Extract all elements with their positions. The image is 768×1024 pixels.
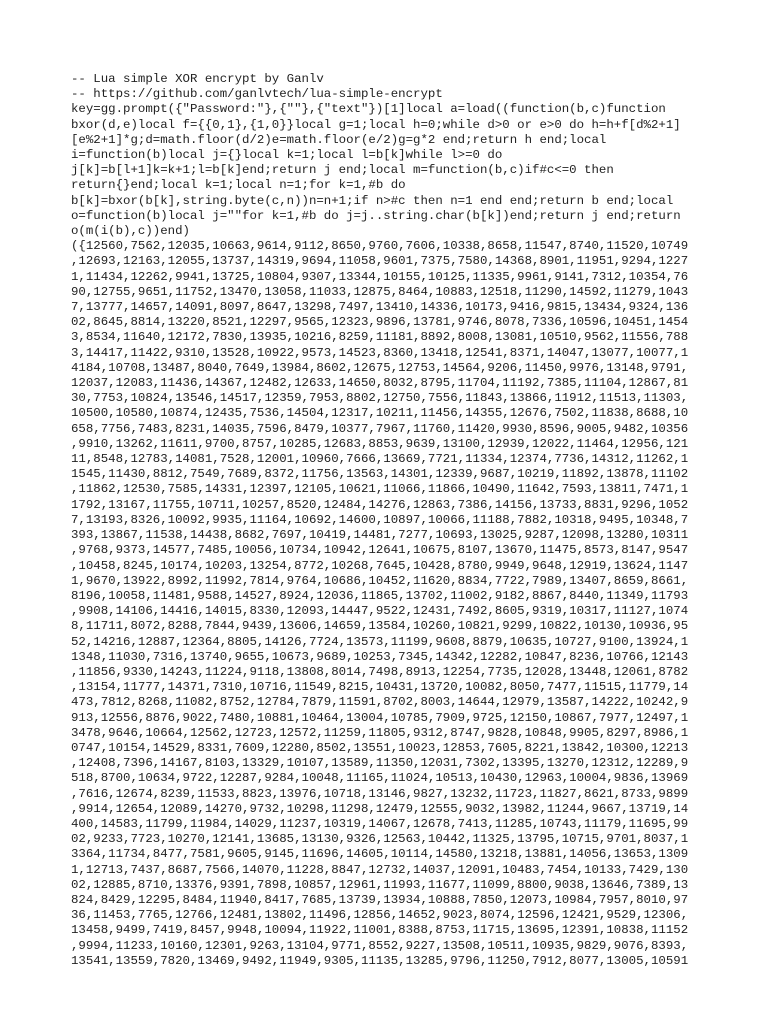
- code-line: 7,13777,14657,14091,8097,8647,13298,7497,13410,14336,10173,9416,9815,13434,9324,136: [71, 300, 689, 315]
- code-line: 30,7753,10824,13546,14517,12359,7953,8802,12750,7556,11843,13866,11912,11513,11303,: [71, 391, 689, 406]
- code-line: ,10458,8245,10174,10203,13254,8772,10268,7645,10428,8780,9949,9648,12919,13624,1147: [71, 558, 689, 573]
- code-line: 10500,10580,10874,12435,7536,14504,12317,10211,11456,14355,12676,7502,11838,8688,10: [71, 406, 689, 421]
- code-line: 393,13867,11538,14438,8682,7697,10419,14481,7277,10693,13025,9287,12098,13280,10311: [71, 528, 689, 543]
- code-line: ,12693,12163,12055,13737,14319,9694,11058,9601,7375,7580,14368,8901,11951,9294,1227: [71, 254, 689, 269]
- code-line: 02,12885,8710,13376,9391,7898,10857,12961,11993,11677,11099,8800,9038,13646,7389,13: [71, 877, 689, 892]
- code-line: 13541,13559,7820,13469,9492,11949,9305,11135,13285,9796,11250,7912,8077,13005,10591: [71, 953, 689, 968]
- code-line: ,9914,12654,12089,14270,9732,10298,11298,12479,12555,9032,13982,11244,9667,13719,14: [71, 801, 689, 816]
- code-line: ,11856,9330,14243,11224,9118,13808,8014,7498,8913,12254,7735,12028,13448,12061,8782: [71, 664, 689, 679]
- code-line: 3478,9646,10664,12562,12723,12572,11259,11805,9312,8747,9828,10848,9905,8297,8986,1: [71, 725, 689, 740]
- code-line: o(m(i(b),c))end): [71, 224, 190, 239]
- code-document: [71, 72, 697, 969]
- code-line: ,12408,7396,14167,8103,13329,10107,13589,11350,12031,7302,13395,13270,12312,12289,9: [71, 756, 689, 771]
- code-line: bxor(d,e)local f={{0,1},{1,0}}local g=1;local h=0;while d>0 or e>0 do h=h+f[d%2+1]: [71, 117, 681, 132]
- code-line: 8196,10058,11481,9588,14527,8924,12036,11865,13702,11002,9182,8867,8440,11349,11793: [71, 588, 689, 603]
- code-line: 518,8700,10634,9722,12287,9284,10048,11165,11024,10513,10430,12963,10004,9836,13969: [71, 771, 689, 786]
- code-line: 3,14417,11422,9310,13528,10922,9573,14523,8360,13418,12541,8371,14047,13077,10077,1: [71, 345, 689, 360]
- code-line: 400,14583,11799,11984,14029,11237,10319,14067,12678,7413,11285,10743,11179,11695,99: [71, 816, 689, 831]
- code-line: ,9910,13262,11611,9700,8757,10285,12683,8853,9639,13100,12939,12022,11464,12956,121: [71, 436, 689, 451]
- code-line: 02,9233,7723,10270,12141,13685,13130,9326,12563,10442,11325,13795,10715,9701,8037,1: [71, 832, 689, 847]
- code-line: [e%2+1]*g;d=math.floor(d/2)e=math.floor(e/2)g=g*2 end;return h end;local: [71, 132, 607, 147]
- code-line: 8,11711,8072,8288,7844,9439,13606,14659,13584,10260,10821,9299,10822,10130,10936,95: [71, 619, 689, 634]
- code-line: 52,14216,12887,12364,8805,14126,7724,13573,11199,9608,8879,10635,10727,9100,13924,1: [71, 634, 689, 649]
- code-line: 13458,9499,7419,8457,9948,10094,11922,11001,8388,8753,11715,13695,12391,10838,11152: [71, 923, 689, 938]
- code-line: 02,8645,8814,13220,8521,12297,9565,12323,9896,13781,9746,8078,7336,10596,10451,1454: [71, 315, 689, 330]
- code-line: b[k]=bxor(b[k],string.byte(c,n))n=n+1;if n>#c then n=1 end end;return b end;local: [71, 193, 674, 208]
- code-line: 4184,10708,13487,8040,7649,13984,8602,12675,12753,14564,9206,11450,9976,13148,9791,: [71, 360, 689, 375]
- code-line: o=function(b)local j=""for k=1,#b do j=j..string.char(b[k])end;return j end;return: [71, 208, 681, 223]
- code-line: 0747,10154,14529,8331,7609,12280,8502,13551,10023,12853,7605,8221,13842,10300,12213: [71, 740, 689, 755]
- code-line: 11,8548,12783,14081,7528,12001,10960,7666,13669,7721,11334,12374,7736,14312,11262,1: [71, 452, 689, 467]
- code-line: 1348,11030,7316,13740,9655,10673,9689,10253,7345,14342,12282,10847,8236,10766,12143: [71, 649, 689, 664]
- code-line: 1,9670,13922,8992,11992,7814,9764,10686,10452,11620,8834,7722,7989,13407,8659,8661,: [71, 573, 689, 588]
- code-line: 658,7756,7483,8231,14035,7596,8479,10377,7967,11760,11420,9930,8596,9005,9482,10356: [71, 421, 689, 436]
- code-line: ,11862,12530,7585,14331,12397,12105,10621,11066,11866,10490,11642,7593,13811,7471,1: [71, 482, 689, 497]
- code-line: 90,12755,9651,11752,13470,13058,11033,12875,8464,10883,12518,11290,14592,11279,1043: [71, 284, 689, 299]
- code-line: 913,12556,8876,9022,7480,10881,10464,13004,10785,7909,9725,12150,10867,7977,12497,1: [71, 710, 689, 725]
- code-line: i=function(b)local j={}local k=1;local l=b[k]while l>=0 do: [71, 148, 503, 163]
- code-line: ,7616,12674,8239,11533,8823,13976,10718,13146,9827,13232,11723,11827,8621,8733,9899: [71, 786, 689, 801]
- code-line: key=gg.prompt({"Password:"},{""},{"text"})[1]local a=load((function(b,c)function: [71, 102, 666, 117]
- code-line: ,9768,9373,14577,7485,10056,10734,10942,12641,10675,8107,13670,11475,8573,8147,9547: [71, 543, 689, 558]
- code-line: j[k]=b[l+1]k=k+1;l=b[k]end;return j end;local m=function(b,c)if#c<=0 then: [71, 163, 614, 178]
- code-line: 1,12713,7437,8687,7566,14070,11228,8847,12732,14037,12091,10483,7454,10133,7429,130: [71, 862, 689, 877]
- code-line: 1545,11430,8812,7549,7689,8372,11756,13563,14301,12339,9687,10219,11892,13878,11102: [71, 467, 689, 482]
- code-line: 824,8429,12295,8484,11940,8417,7685,13739,13934,10888,7850,12073,10984,7957,8010,97: [71, 892, 689, 907]
- code-line: ,9908,14106,14416,14015,8330,12093,14447,9522,12431,7492,8605,9319,10317,11127,1074: [71, 604, 689, 619]
- code-line: 473,7812,8268,11082,8752,12784,7879,11591,8702,8003,14644,12979,13587,14222,10242,9: [71, 695, 689, 710]
- code-line: ,13154,11777,14371,7310,10716,11549,8215,10431,13720,10082,8050,7477,11515,11779,14: [71, 680, 689, 695]
- code-line: 1,11434,12262,9941,13725,10804,9307,13344,10155,10125,11335,9961,9141,7312,10354,76: [71, 269, 689, 284]
- code-line: 3,8534,11640,12172,7830,13935,10216,8259,11181,8892,8008,13081,10510,9562,11556,788: [71, 330, 689, 345]
- code-line: 3364,11734,8477,7581,9605,9145,11696,14605,10114,14580,13218,13881,14056,13653,1309: [71, 847, 689, 862]
- header-comment-title: -- Lua simple XOR encrypt by Ganlv: [71, 72, 324, 86]
- code-line: 12037,12083,11436,14367,12482,12633,14650,8032,8795,11704,11192,7385,11104,12867,81: [71, 376, 689, 391]
- code-line: ({12560,7562,12035,10663,9614,9112,8650,9760,7606,10338,8658,11547,8740,11520,10749: [71, 239, 689, 254]
- code-line: 36,11453,7765,12766,12481,13802,11496,12856,14652,9023,8074,12596,12421,9529,12306,: [71, 908, 689, 923]
- code-line: ,9994,11233,10160,12301,9263,13104,9771,8552,9227,13508,10511,10935,9829,9076,8393,: [71, 938, 689, 953]
- code-line: return{}end;local k=1;local n=1;for k=1,#b do: [71, 178, 406, 193]
- header-comment-url: -- https://github.com/ganlvtech/lua-simple-encrypt: [71, 87, 443, 102]
- code-line: 7,13193,8326,10092,9935,11164,10692,14600,10897,10066,11188,7882,10318,9495,10348,7: [71, 512, 689, 527]
- code-line: 1792,13167,11755,10711,10257,8520,12484,14276,12863,7386,14156,13733,8831,9296,1052: [71, 497, 689, 512]
